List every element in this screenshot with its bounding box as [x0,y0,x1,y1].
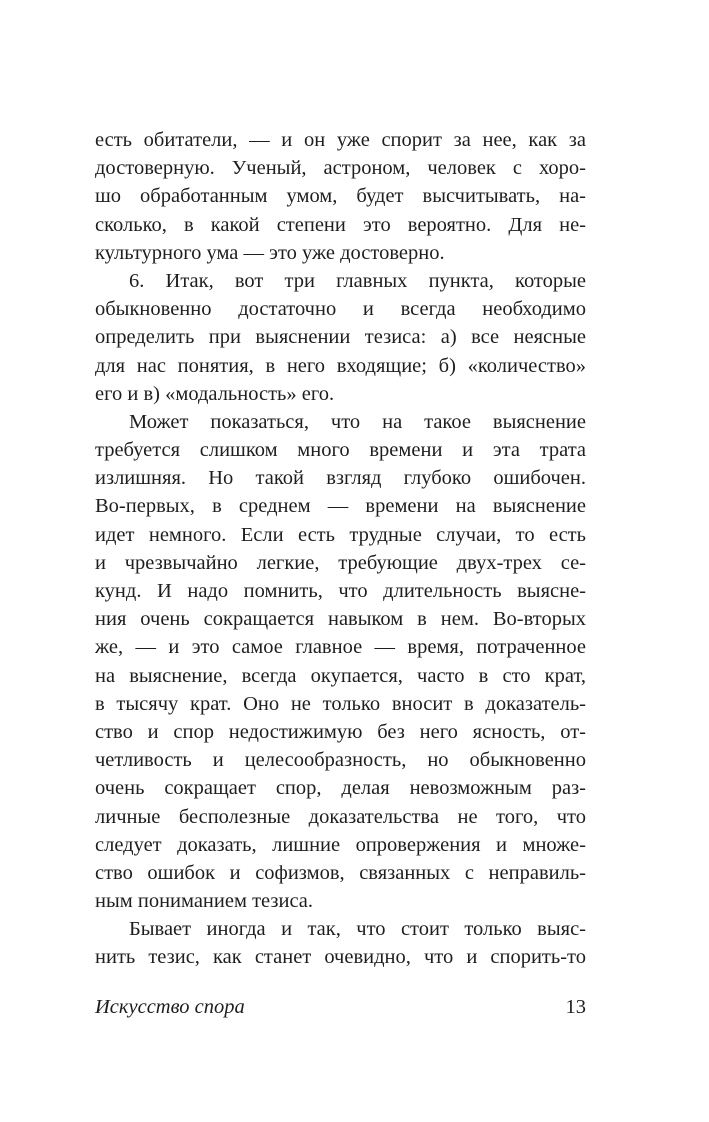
text-line: 6. Итак, вот три главных пункта, которые [129,269,586,292]
running-footer-title: Искусство спора [95,996,245,1018]
text-line: идет немного. Если есть трудные случаи, то есть [95,523,586,546]
text-line: и чрезвычайно легкие, требующие двух-трех се- [95,551,586,574]
text-line: на выяснение, всегда окупается, часто в сто крат, [95,664,586,687]
text-line: следует доказать, лишние опровержения и множе- [95,833,586,856]
text-line: сколько, в какой степени это вероятно. Для не- [95,213,586,236]
text-line: ния очень сокращается навыком в нем. Во-вторых [95,608,586,631]
text-line: ство ошибок и софизмов, связанных с неправиль- [95,861,586,884]
text-line: определить при выяснении тезиса: а) все неясные [95,326,586,349]
text-line: Бывает иногда и так, что стоит только выяс- [129,918,586,941]
text-line: в тысячу крат. Оно не только вносит в доказатель- [95,692,586,715]
text-line: обыкновенно достаточно и всегда необходимо [95,298,586,321]
text-line: Во-первых, в среднем — времени на выяснение [95,495,586,518]
text-line: излишняя. Но такой взгляд глубоко ошибочен. [95,467,586,490]
body-text [95,126,586,972]
text-line: личные бесполезные доказательства не того, что [95,805,586,828]
text-line: требуется слишком много времени и эта трата [95,439,586,462]
text-line: достоверную. Ученый, астроном, человек с хоро- [95,157,586,180]
text-line: шо обработанным умом, будет высчитывать, на- [95,185,586,208]
text-line: четливость и целесообразность, но обыкновенно [95,749,586,772]
text-line: есть обитатели, — и он уже спорит за нее, как за [95,129,586,151]
text-line: Может показаться, что на такое выяснение [129,410,586,433]
text-line: для нас понятия, в него входящие; б) «количество» [95,354,586,377]
text-line: культурного ума — это уже достоверно. [95,241,445,264]
text-line: же, — и это самое главное — время, потраченное [95,636,586,659]
text-line: кунд. И надо помнить, что длительность выясне- [95,580,586,602]
text-line: ным пониманием тезиса. [95,890,314,913]
text-line: ство и спор недостижимую без него ясность, от- [95,720,586,743]
page-number: 13 [565,996,586,1018]
text-line: очень сокращает спор, делая невозможным раз- [95,777,586,800]
text-line: нить тезис, как станет очевидно, что и спорить-то [95,946,586,969]
text-line: его и в) «модальность» его. [95,382,335,405]
